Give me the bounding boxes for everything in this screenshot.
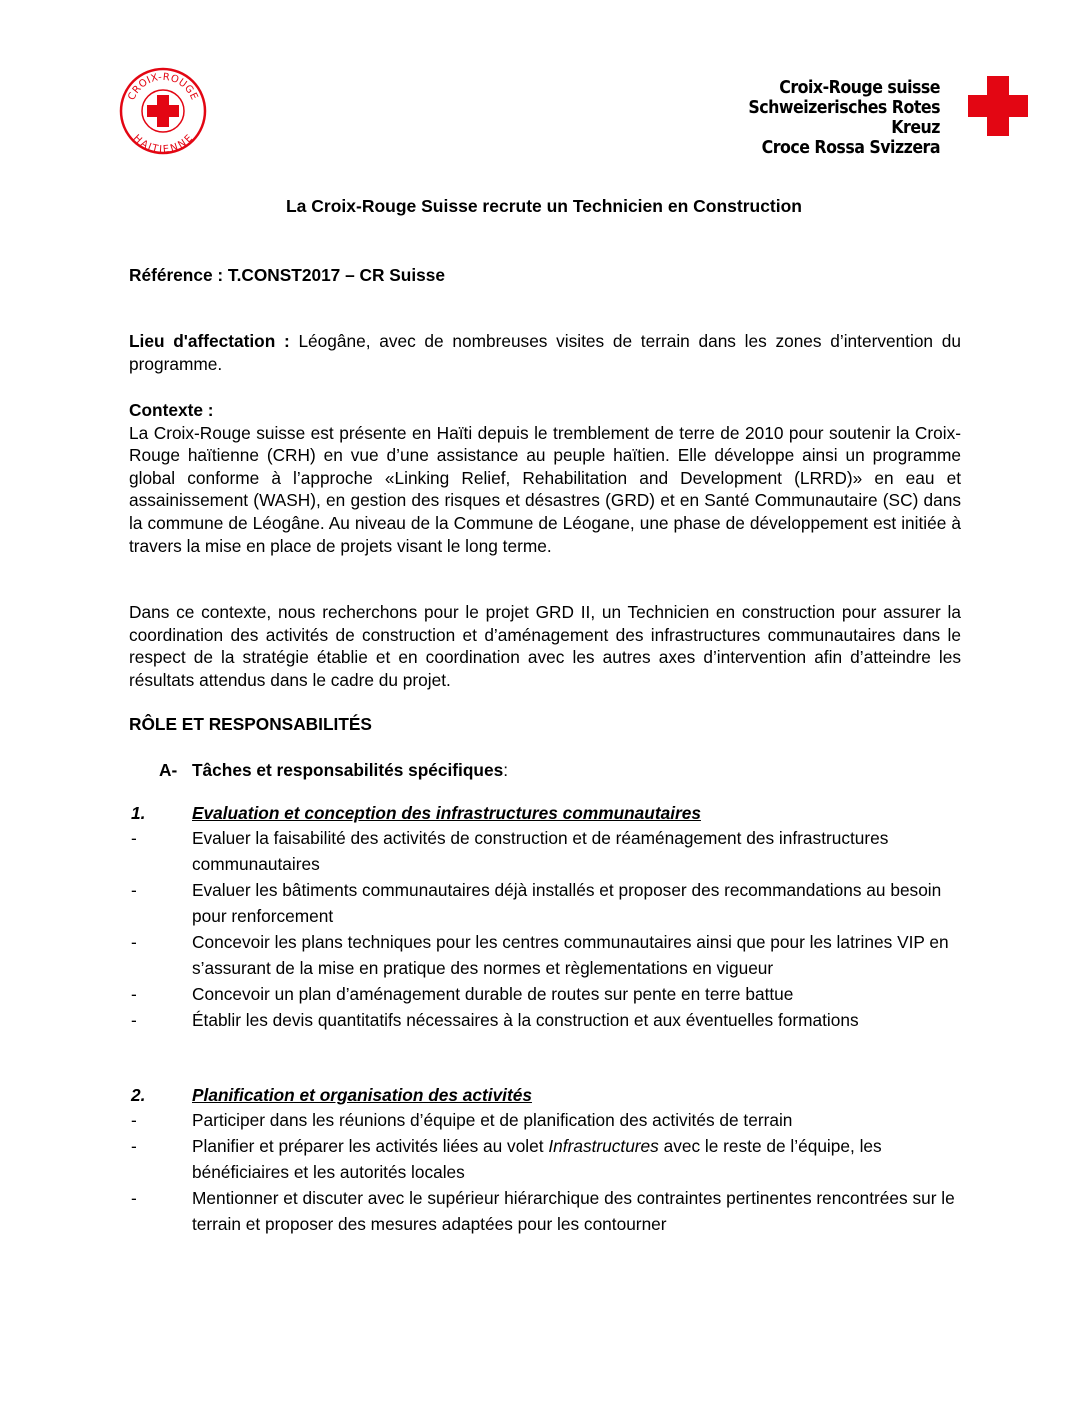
crh-logo-top-text: CROIX-ROUGE	[126, 71, 200, 103]
section-a-heading	[129, 759, 961, 782]
contexte-paragraph-2: Dans ce contexte, nous recherchons pour le projet GRD II, un Technicien en construction pour assurer la coordination des activités de construction et d’aménagement des infrastructures communautaires dans le respect de la stratégie établie et en coordination avec les autres axes d’intervention afin d’atteindre les résultats attendus dans le cadre du projet.	[129, 602, 961, 690]
list-item: - Mentionner et discuter avec le supérieur hiérarchique des contraintes pertinentes rencontrées sur le terrain et proposer des mesures adaptées pour les contourner	[131, 1188, 955, 1234]
reference-line: Référence : T.CONST2017 – CR Suisse	[129, 265, 445, 285]
page-title: La Croix-Rouge Suisse recrute un Technicien en Construction	[285, 196, 802, 216]
section-a-letter: A-	[159, 760, 178, 780]
crs-logo-line-fr: Croix-Rouge suisse	[779, 77, 940, 98]
subsection-2-list	[129, 1107, 961, 1237]
red-cross-icon	[966, 74, 1030, 138]
subsection-2-title: Planification et organisation des activités	[192, 1085, 532, 1105]
role-heading: RÔLE ET RESPONSABILITÉS	[129, 714, 372, 734]
list-item: - Établir les devis quantitatifs nécessaires à la construction et aux éventuelles formations	[131, 1010, 859, 1030]
list-item: - Concevoir un plan d’aménagement durable de routes sur pente en terre battue	[131, 984, 794, 1004]
subsection-2-heading	[129, 1083, 961, 1107]
contexte-label: Contexte :	[129, 400, 214, 420]
croix-rouge-haitienne-logo	[118, 66, 208, 156]
subsection-2	[129, 1083, 961, 1237]
list-item: - Evaluer les bâtiments communautaires déjà installés et proposer des recommandations au besoin pour renforcement	[131, 880, 942, 926]
crh-logo-bottom-text: HAITIENNE	[130, 132, 196, 156]
crs-logo-text	[729, 78, 940, 158]
lieu-text: Léogâne, avec de nombreuses visites de terrain dans les zones d’intervention du programme.	[129, 331, 961, 374]
contexte-paragraph-1: La Croix-Rouge suisse est présente en Haïti depuis le tremblement de terre de 2010 pour soutenir la Croix-Rouge haïtienne (CRH) en vue d’une assistance au peuple haïtien. Elle développe ainsi un programme global conforme à l’approche «Linking Relief, Rehabilitation and Development (LRRD)» en eau et assainissement (WASH), en gestion des risques et désastres (GRD) et en Santé Communautaire (SC) dans la commune de Léogâne. Au niveau de la Commune de Léogane, une phase de développement est initiée à travers la mise en place de projets visant le long terme.	[129, 422, 961, 556]
subsection-1-title: Evaluation et conception des infrastructures communautaires	[192, 803, 701, 823]
croix-rouge-suisse-logo	[700, 74, 1030, 158]
list-item: - Concevoir les plans techniques pour les centres communautaires ainsi que pour les latrines VIP en s’assurant de la mise en pratique des normes et règlementations en vigueur	[131, 932, 949, 978]
list-item: - Planifier et préparer les activités liées au volet Infrastructures avec le reste de l’équipe, les bénéficiaires et les autorités locales	[131, 1136, 882, 1182]
list-item: - Evaluer la faisabilité des activités de construction et de réaménagement des infrastructures communautaires	[131, 828, 889, 874]
crs-logo-line-de: Schweizerisches Rotes Kreuz	[748, 97, 940, 138]
lieu-label: Lieu d'affectation :	[129, 331, 290, 351]
subsection-1-heading	[129, 801, 961, 825]
subsection-2-number: 2.	[131, 1085, 146, 1105]
list-item: - Participer dans les réunions d’équipe et de planification des activités de terrain	[131, 1110, 793, 1130]
subsection-1	[129, 801, 961, 1033]
section-a-colon: :	[503, 760, 508, 780]
subsection-1-list	[129, 825, 961, 1033]
subsection-1-number: 1.	[131, 803, 146, 823]
crs-logo-line-it: Croce Rossa Svizzera	[761, 137, 940, 158]
contexte-section	[129, 399, 961, 557]
section-a-label: Tâches et responsabilités spécifiques	[192, 760, 504, 780]
lieu-affectation	[129, 330, 961, 375]
